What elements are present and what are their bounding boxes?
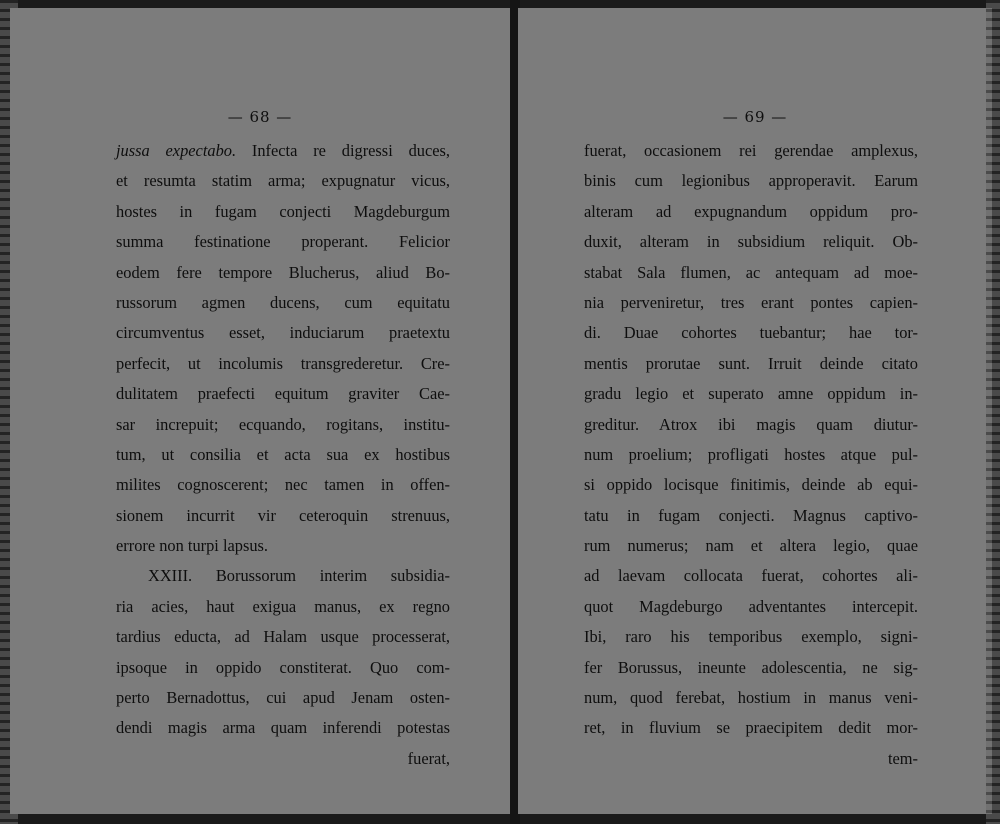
text-line: tum, ut consilia et acta sua ex hostibus: [116, 444, 450, 464]
text-line: alteram ad expugnandum oppidum pro-: [584, 201, 918, 221]
text-line: num proelium; profligati hostes atque pul-: [584, 444, 918, 464]
text-line: dendi magis arma quam inferendi potestas: [116, 718, 450, 738]
text-line: fuerat, occasionem rei gerendae amplexus,: [584, 141, 918, 160]
catchword: tem-: [887, 748, 918, 768]
text-line: ipsoque in oppido constiterat. Quo com-: [116, 657, 450, 677]
italic-phrase: jussa expectabo.: [116, 141, 237, 160]
text-line: russorum agmen ducens, cum equitatu: [116, 292, 450, 312]
text-line: binis cum legionibus approperavit. Earum: [584, 171, 918, 191]
left-page: [10, 8, 513, 814]
text-line: tatu in fugam conjecti. Magnus captivo-: [584, 505, 918, 525]
text-line: Ibi, raro his temporibus exemplo, signi-: [584, 627, 918, 647]
text-line: dulitatem praefecti equitum graviter Cae-: [116, 384, 450, 404]
section-heading-line: XXIII. Borussorum interim subsidia-: [148, 566, 450, 586]
text-line: errore non turpi lapsus.: [116, 536, 269, 556]
text-line: rum numerus; nam et altera legio, quae: [584, 536, 918, 556]
text-line: hostes in fugam conjecti Magdeburgum: [116, 201, 450, 221]
text-line: perfecit, ut incolumis transgrederetur. Cre-: [116, 353, 450, 373]
right-page-edge: [986, 0, 1000, 824]
text-line: greditur. Atrox ibi magis quam diutur-: [584, 414, 918, 434]
text-line: si oppido locisque finitimis, deinde ab equi-: [584, 475, 918, 495]
text-line: milites cognoscerent; nec tamen in offen-: [116, 475, 450, 495]
text-line: circumventus esset, induciarum praetextu: [116, 323, 450, 343]
text-line: mentis prorutae sunt. Irruit deinde citato: [584, 353, 918, 373]
text-line: ria acies, haut exigua manus, ex regno: [116, 596, 450, 616]
text-line: stabat Sala flumen, ac antequam ad moe-: [584, 262, 918, 282]
text-span: Infecta re digressi duces,: [236, 141, 450, 160]
text-line: sionem incurrit vir ceteroquin strenuus,: [116, 505, 450, 525]
text-line: di. Duae cohortes tuebantur; hae tor-: [584, 323, 918, 343]
text-line: fer Borussus, ineunte adolescentia, ne sig-: [584, 657, 918, 677]
right-page: [518, 8, 992, 814]
text-line: eodem fere tempore Blucherus, aliud Bo-: [116, 262, 450, 282]
text-line: sar increpuit; ecquando, rogitans, institu-: [116, 414, 450, 434]
catchword: fuerat,: [407, 748, 450, 768]
text-line: num, quod ferebat, hostium in manus veni-: [584, 688, 918, 708]
text-line: ret, in fluvium se praecipitem dedit mor-: [584, 718, 918, 738]
text-line: perto Bernadottus, cui apud Jenam osten-: [116, 688, 450, 708]
right-page-body: [584, 136, 918, 774]
text-line: gradu legio et superato amne oppidum in-: [584, 384, 918, 404]
text-line: nia perveniretur, tres erant pontes capien-: [584, 292, 918, 312]
page-number-left: — 68 —: [227, 108, 293, 126]
text-line: summa festinatione properant. Felicior: [116, 232, 450, 252]
text-line: ad laevam collocata fuerat, cohortes ali-: [584, 566, 918, 586]
page-number-right: — 69 —: [722, 108, 788, 126]
text-line: et resumta statim arma; expugnatur vicus,: [116, 171, 450, 191]
text-line: duxit, alteram in subsidium reliquit. Ob-: [584, 232, 918, 252]
text-line: [116, 136, 450, 166]
text-line: quot Magdeburgo adventantes intercepit.: [584, 596, 918, 616]
left-page-body: [116, 136, 450, 774]
text-line: tardius educta, ad Halam usque processerat,: [116, 627, 450, 647]
